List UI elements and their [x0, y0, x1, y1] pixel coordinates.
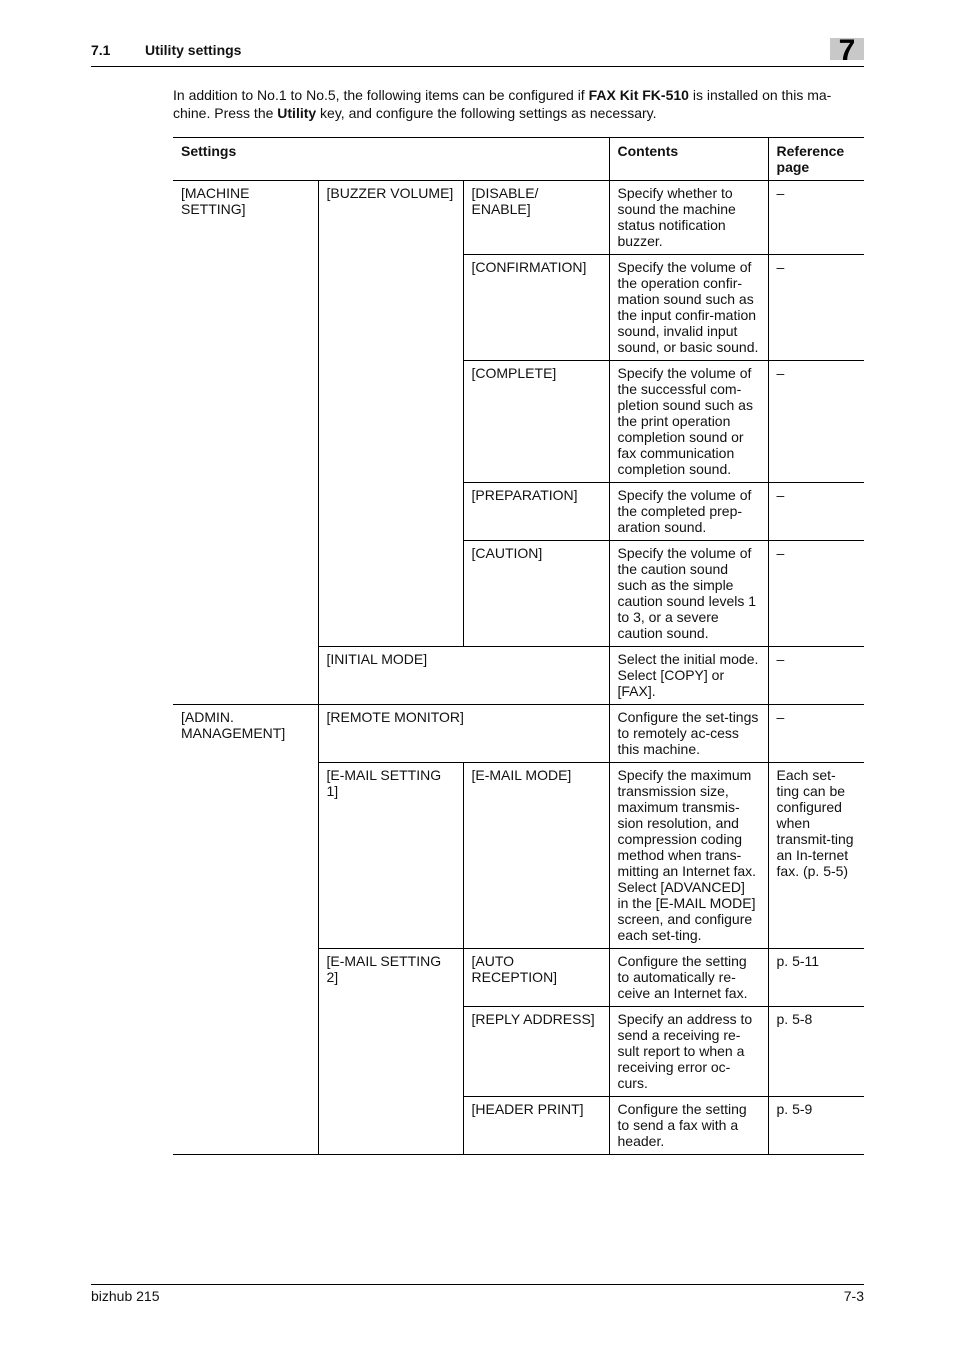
contents-cell: Configure the set-tings to remotely ac-cess this machine.	[609, 705, 768, 763]
setting-level3: [HEADER PRINT]	[463, 1097, 609, 1155]
page-header	[91, 34, 864, 67]
contents-cell: Specify an address to send a receiving re-sult report to when a receiving error oc-curs.	[609, 1007, 768, 1097]
page-number: 7-3	[843, 1288, 864, 1304]
header-reference: Reference page	[768, 138, 864, 181]
product-name: bizhub 215	[91, 1288, 160, 1304]
setting-level2: [E-MAIL SETTING 2]	[318, 949, 463, 1155]
table-row	[173, 705, 864, 763]
reference-cell: –	[768, 705, 864, 763]
intro-text-2: is installed on this ma-chine. Press the	[173, 87, 832, 121]
section-title: Utility settings	[145, 42, 242, 58]
contents-text: Specify the maximum transmission size, maximum transmis-sion resolution, and compression coding method when trans-mitting an Internet fax.	[617, 767, 757, 879]
contents-cell: Configure the setting to send a fax with a header.	[609, 1097, 768, 1155]
contents-cell: Select the initial mode. Select [COPY] or [FAX].	[609, 647, 768, 705]
setting-level3: [REPLY ADDRESS]	[463, 1007, 609, 1097]
setting-level3: [COMPLETE]	[463, 361, 609, 483]
setting-level3: [CAUTION]	[463, 541, 609, 647]
setting-level2: [REMOTE MONITOR]	[318, 705, 609, 763]
setting-level2: [E-MAIL SETTING 1]	[318, 763, 463, 949]
header-contents: Contents	[609, 138, 768, 181]
section-number: 7.1	[91, 42, 111, 58]
reference-cell: –	[768, 541, 864, 647]
setting-level1: [ADMIN. MANAGEMENT]	[173, 705, 318, 1155]
reference-cell: p. 5-11	[768, 949, 864, 1007]
contents-text-2: Select [ADVANCED] in the [E-MAIL MODE] screen, and configure each set-ting.	[617, 879, 756, 943]
header-settings: Settings	[173, 138, 609, 181]
intro-fax-kit: FAX Kit FK-510	[588, 87, 689, 103]
setting-level2: [INITIAL MODE]	[318, 647, 609, 705]
reference-cell: –	[768, 361, 864, 483]
setting-level3: [DISABLE/ ENABLE]	[463, 181, 609, 255]
reference-cell: Each set-ting can be configured when transmit-ting an In-ternet fax. (p. 5-5)	[768, 763, 864, 949]
reference-cell: –	[768, 255, 864, 361]
intro-utility-key: Utility	[277, 105, 317, 121]
contents-cell	[609, 763, 768, 949]
reference-cell: p. 5-9	[768, 1097, 864, 1155]
table-row	[173, 181, 864, 255]
setting-level3: [CONFIRMATION]	[463, 255, 609, 361]
setting-level1: [MACHINE SETTING]	[173, 181, 318, 705]
contents-cell: Specify the volume of the caution sound such as the simple caution sound levels 1 to 3, or a severe caution sound.	[609, 541, 768, 647]
contents-cell: Specify the volume of the completed prep-aration sound.	[609, 483, 768, 541]
settings-table	[173, 137, 864, 1155]
intro-text-1: In addition to No.1 to No.5, the following items can be configured if	[173, 87, 589, 103]
setting-level3: [PREPARATION]	[463, 483, 609, 541]
reference-cell: –	[768, 647, 864, 705]
reference-cell: p. 5-8	[768, 1007, 864, 1097]
contents-cell: Specify the volume of the operation confir-mation sound such as the input confir-mation sound, invalid input sound, or basic sound.	[609, 255, 768, 361]
page-footer	[91, 1284, 864, 1304]
table-header-row	[173, 138, 864, 181]
setting-level3: [AUTO RECEPTION]	[463, 949, 609, 1007]
intro-text-3: key, and configure the following settings as necessary.	[316, 105, 657, 121]
contents-cell: Specify the volume of the successful com-pletion sound such as the print operation completion sound or fax communication completion sound.	[609, 361, 768, 483]
setting-level3: [E-MAIL MODE]	[463, 763, 609, 949]
contents-cell: Configure the setting to automatically re-ceive an Internet fax.	[609, 949, 768, 1007]
setting-level2: [BUZZER VOLUME]	[318, 181, 463, 647]
reference-cell: –	[768, 483, 864, 541]
reference-cell: –	[768, 181, 864, 255]
chapter-number: 7	[838, 34, 856, 67]
intro-paragraph	[173, 86, 864, 122]
contents-cell: Specify whether to sound the machine status notification buzzer.	[609, 181, 768, 255]
